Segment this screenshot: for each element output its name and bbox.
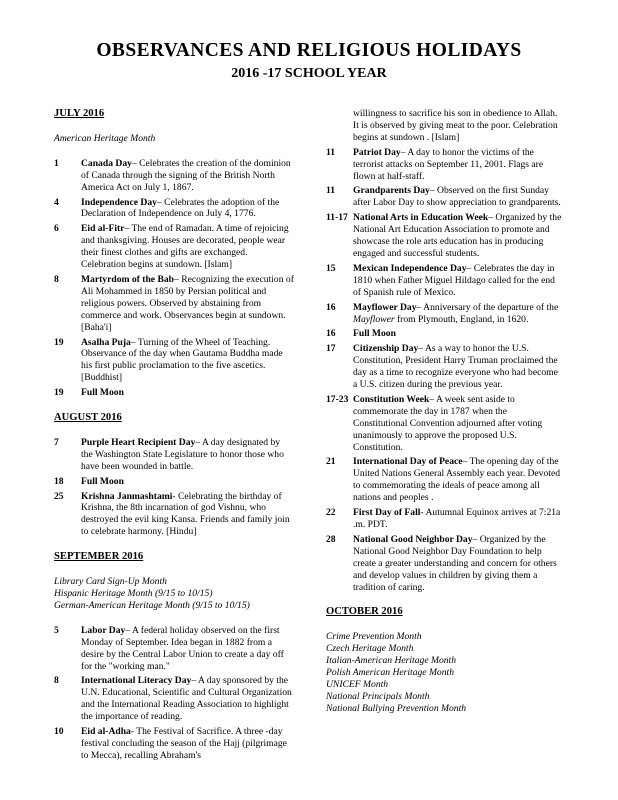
holiday-entry [326,302,562,326]
entry-day: 18 [54,475,64,487]
page-title: OBSERVANCES AND RELIGIOUS HOLIDAYS [96,40,522,61]
entry-day: 25 [54,490,64,502]
entry-day: 8 [54,273,59,285]
holiday-entry [326,507,562,531]
page-subtitle: 2016 -17 SCHOOL YEAR [231,66,387,81]
holiday-entry [54,337,294,385]
entry-name: Mayflower Day [353,301,417,313]
observance-month: Italian-American Heritage Month [326,655,457,667]
entry-day: 28 [326,533,336,545]
entry-day: 16 [326,301,336,313]
entry-day: 19 [54,387,64,399]
entry-name: Mexican Independence Day [353,262,467,274]
holiday-entry [54,625,294,673]
holiday-entry [326,147,562,183]
entry-description: – Celebrates the adoption of the Declaration of Independence on July 4, 1776. [81,196,280,220]
holiday-entry [326,343,562,391]
entry-description: – A federal holiday observed on the first Monday of September. Idea began in 1882 from a desire by the Central Labor Union to create a day off for the "working man." [81,624,284,672]
entry-day: 19 [54,336,64,348]
entry-day: 4 [54,196,59,208]
entry-description: – Turning of the Wheel of Teaching. Observance of the day when Gautama Buddha made his first public proclamation to the five ascetics. [Buddhist] [81,336,283,384]
entry-name: Labor Day [81,624,126,636]
entry-day: 10 [54,726,64,738]
entry-description: - Autumnal Equinox arrives at 7:21a .m. PDT. [353,507,561,530]
observance-month: National Bullying Prevention Month [326,702,467,714]
observance-month: German-American Heritage Month (9/15 to 10/15) [54,599,250,611]
entry-day: 21 [326,456,336,468]
month-heading: SEPTEMBER 2016 [54,551,144,563]
holiday-entry [326,212,562,260]
entry-day: 7 [54,436,59,448]
entry-day: 8 [54,675,59,687]
entry-day: 6 [54,223,59,235]
entry-name: Full Moon [353,328,396,340]
entry-description: willingness to sacrifice his son in obedience to Allah. It is observed by giving meat to the poor. Celebration begins at sundown . [Islam] [353,108,558,143]
entry-description: - Celebrating the birthday of Krishna, the 8th incarnation of god Vishnu, who destroyed the evil king Kansa. Friends and family join to celebrate harmony. [Hindu] [81,490,290,538]
entry-name: National Arts in Education Week [353,212,489,224]
observance-month: UNICEF Month [326,678,389,690]
observance-list [326,631,562,714]
entry-day: 17-23 [326,393,349,405]
holiday-entry [54,726,294,762]
entry-name: Independence Day [81,196,157,208]
holiday-entry [54,476,294,488]
entry-name: Eid al-Fitr [81,223,125,235]
entry-name: Martyrdom of the Bab [81,273,174,285]
entry-name: Purple Heart Recipient Day [81,436,196,448]
holiday-entry [54,274,294,334]
entry-name: Asalha Puja [81,336,131,348]
entry-name: Full Moon [81,387,124,399]
entry-day: 22 [326,507,336,519]
entry-name: Citizenship Day [353,343,419,355]
holiday-entry [54,387,294,399]
entry-name: Constitution Week [353,393,430,405]
entry-name: International Day of Peace [353,456,463,468]
observance-list [54,576,294,612]
entry-description: – Recognizing the execution of Ali Mohammed in 1850 by Persian political and religious powers. Observed by abstaining from commerce and work. Observances begin at sundown. [Baha'i] [81,273,294,333]
entry-description: – Organized by the National Art Education Association to promote and showcase the role arts education has in producing engaged and successful students. [353,212,562,259]
entry-description: – Organized by the National Good Neighbor Day Foundation to help create a greater understanding and concern for others and develop values in children by giving them a tradition of caring. [353,533,557,593]
entry-name: First Day of Fall [353,507,421,519]
entry-description: – A week sent aside to commemorate the day in 1787 when the Constitutional Convention adjourned after voting unanimously to approve the proposed U.S. Constitution. [353,393,543,453]
entry-name: Eid al-Adha [81,726,131,738]
entry-day: 11 [326,185,336,197]
month-heading: OCTOBER 2016 [326,606,403,618]
entry-description: – The end of Ramadan. A time of rejoicing and thanksgiving. Houses are decorated, people wear their finest clothes and gifts are exchanged. Celebration begins at sundown. [Islam] [81,223,289,271]
entry-description: – The opening day of the United Nations General Assembly each year. Devoted to commemorating the ideals of peace among all nations and peoples . [353,456,561,504]
holiday-entry [326,394,562,454]
observance-month: National Principals Month [326,690,430,702]
observance-month: Polish American Heritage Month [326,667,454,679]
entry-day: 11 [326,146,336,158]
observance-list [54,133,294,145]
holiday-entry [54,675,294,723]
holiday-entry [54,223,294,271]
observance-month: Czech Heritage Month [326,643,414,655]
entry-description: – A day to honor the victims of the terrorist attacks on September 11, 2001. Flags are flown at half-staff. [353,146,544,182]
entry-name: Krishna Janmashtami [81,490,173,502]
holiday-entry [54,437,294,473]
right-column [326,108,562,715]
entry-description: – A day sponsored by the U.N. Educational, Scientific and Cultural Organization and the International Reading Association to highlight the importance of reading. [81,675,292,723]
month-heading: AUGUST 2016 [54,412,122,424]
entry-day: 15 [326,262,336,274]
holiday-entry [326,534,562,594]
entry-day: 16 [326,328,336,340]
entry-name: Canada Day [81,157,132,169]
observance-month: Library Card Sign-Up Month [54,576,167,588]
month-heading: JULY 2016 [54,108,105,119]
entry-description: – Celebrates the creation of the dominion of Canada through the signing of the British North America Act on July 1, 1867. [81,157,291,193]
entry-name: Full Moon [81,475,124,487]
entry-name: Patriot Day [353,146,401,158]
holiday-entry [326,328,562,340]
entry-name: National Good Neighbor Day [353,533,473,545]
entry-description: – Anniversary of the departure of the Mayflower from Plymouth, England, in 1620. [353,301,559,325]
entry-day: 5 [54,624,59,636]
observance-month: Hispanic Heritage Month (9/15 to 10/15) [54,588,213,599]
entry-day: 11-17 [326,212,348,224]
entry-description: – Observed on the first Sunday after Labor Day to show appreciation to grandparents. [353,185,561,209]
holiday-entry [54,158,294,194]
observance-month: American Heritage Month [54,132,156,144]
entry-name: International Literacy Day [81,675,192,687]
entry-description: – As a way to honor the U.S. Constitution, President Harry Truman proclaimed the day as a time to recognize everyone who had become a U.S. citizen during the previous year. [353,343,558,391]
entry-day: 17 [326,343,336,355]
entry-name: Grandparents Day [353,185,430,197]
holiday-entry [54,197,294,221]
continued-entry [326,108,562,144]
holiday-entry [54,491,294,539]
holiday-entry [326,263,562,299]
entry-day: 1 [54,157,59,169]
holiday-entry [326,456,562,504]
holiday-entry [326,185,562,209]
left-column [54,108,294,765]
entry-description: – A day designated by the Washington State Legislature to honor those who have been wounded in battle. [81,436,284,472]
observance-month: Crime Prevention Month [326,631,422,643]
entry-description: – Celebrates the day in 1810 when Father Miguel Hildago called for the end of Spanish rule of Mexico. [353,262,555,298]
entry-description: - The Festival of Sacrifice. A three -day festival concluding the season of the Hajj (pilgrimage to Mecca), recalling Abraham's [81,726,287,761]
